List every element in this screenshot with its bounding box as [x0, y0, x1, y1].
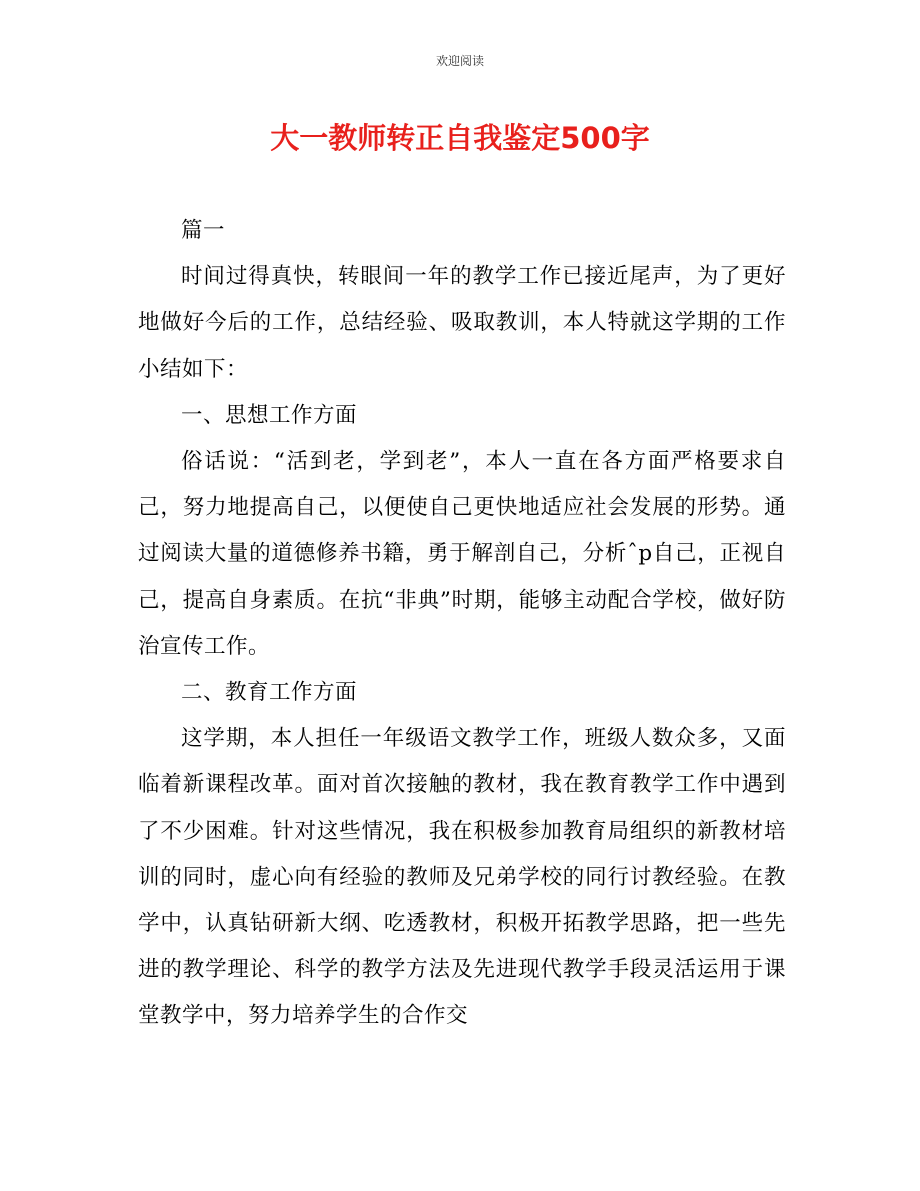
document-body [138, 208, 786, 1040]
intro-paragraph: 时间过得真快，转眼间一年的教学工作已接近尾声，为了更好地做好今后的工作，总结经验、吸取教训，本人特就这学期的工作小结如下： [138, 264, 786, 382]
section-label: 篇一 [181, 218, 226, 243]
section-heading-education: 二、教育工作方面 [181, 680, 358, 706]
document-title: 大一教师转正自我鉴定500字 [270, 121, 650, 155]
thought-paragraph: 俗话说：“活到老，学到老”，本人一直在各方面严格要求自己，努力地提高自己，以便使自己更快地适应社会发展的形势。通过阅读大量的道德修养书籍，勇于解剖自己，分析ˆp自己，正视自己，提高自身素质。在抗“非典”时期，能够主动配合学校，做好防治宣传工作。 [138, 449, 786, 659]
section-heading-thought: 一、思想工作方面 [181, 402, 358, 428]
page-header: 欢迎阅读 [435, 54, 484, 68]
education-paragraph: 这学期，本人担任一年级语文教学工作，班级人数众多，又面临着新课程改革。面对首次接触的教材，我在教育教学工作中遇到了不少困难。针对这些情况，我在积极参加教育局组织的新教材培训的同时，虚心向有经验的教师及兄弟学校的同行讨教经验。在教学中，认真钻研新大纲、吃透教材，积极开拓教学思路，把一些先进的教学理论、科学的教学方法及先进现代教学手段灵活运用于课堂教学中，努力培养学生的合作交 [138, 726, 786, 1029]
